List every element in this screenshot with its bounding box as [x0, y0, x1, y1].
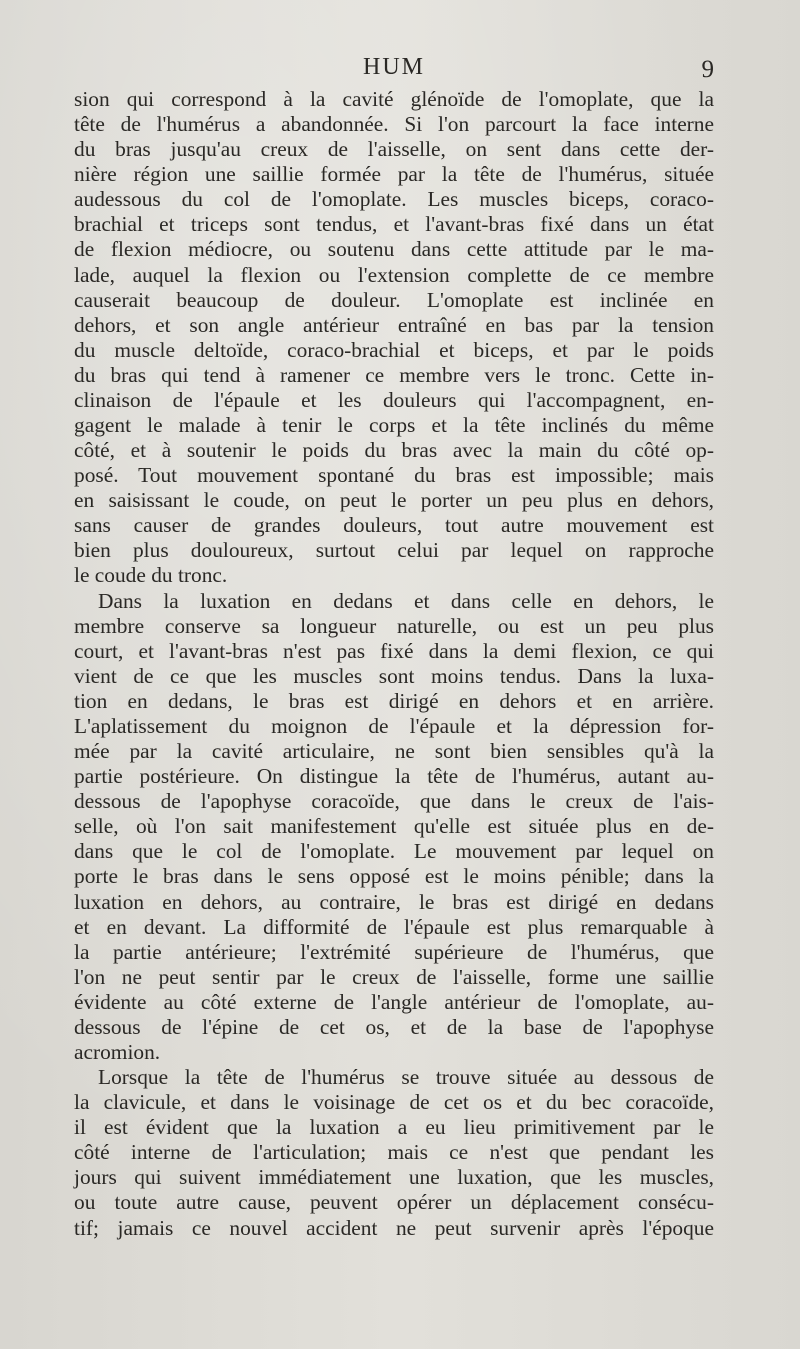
text-line: L'aplatissement du moignon de l'épaule et la dépression for-: [74, 713, 714, 738]
text-line: côté, et à soutenir le poids du bras avec la main du côté op-: [74, 438, 714, 463]
text-line: tif; jamais ce nouvel accident ne peut survenir après l'époque: [74, 1215, 714, 1240]
text-line: de flexion médiocre, ou soutenu dans cette attitude par le ma-: [74, 237, 714, 262]
text-line: partie postérieure. On distingue la tête de l'humérus, autant au-: [74, 764, 714, 789]
text-line: le coude du tronc.: [74, 563, 228, 588]
text-line: court, et l'avant-bras n'est pas fixé dans la demi flexion, ce qui: [74, 638, 714, 663]
running-head: HUM: [362, 54, 425, 80]
text-line: évidente au côté externe de l'angle antérieur de l'omoplate, au-: [74, 989, 714, 1014]
text-line: dans que le col de l'omoplate. Le mouvement par lequel on: [74, 839, 714, 864]
text-line: bien plus douloureux, surtout celui par lequel on rapproche: [74, 538, 714, 563]
text-line: dessous de l'épine de cet os, et de la base de l'apophyse: [74, 1014, 714, 1039]
page-header: [74, 52, 714, 88]
text-line: du bras jusqu'au creux de l'aisselle, on sent dans cette der-: [74, 137, 714, 162]
text-line: selle, où l'on sait manifestement qu'elle est située plus en de-: [74, 814, 714, 839]
text-line: il est évident que la luxation a eu lieu primitivement par le: [74, 1115, 714, 1140]
text-line: la clavicule, et dans le voisinage de cet os et du bec coracoïde,: [74, 1090, 714, 1115]
text-line: la partie antérieure; l'extrémité supérieure de l'humérus, que: [74, 939, 714, 964]
text-line: brachial et triceps sont tendus, et l'avant-bras fixé dans un état: [74, 212, 714, 237]
text-line: membre conserve sa longueur naturelle, ou est un peu plus: [74, 613, 714, 638]
text-line: sion qui correspond à la cavité glénoïde de l'omoplate, que la: [74, 87, 714, 111]
text-line: dessous de l'apophyse coracoïde, que dans le creux de l'ais-: [74, 789, 714, 814]
text-line: clinaison de l'épaule et les douleurs qui l'accompagnent, en-: [74, 387, 714, 412]
text-line: acromion.: [74, 1039, 161, 1064]
text-line: jours qui suivent immédiatement une luxation, que les muscles,: [74, 1165, 714, 1190]
text-line: audessous du col de l'omoplate. Les muscles biceps, coraco-: [74, 187, 714, 212]
text-line: côté interne de l'articulation; mais ce n'est que pendant les: [74, 1140, 714, 1165]
text-line: en saisissant le coude, on peut le porter un peu plus en dehors,: [74, 488, 714, 513]
text-line: porte le bras dans le sens opposé est le moins pénible; dans la: [74, 864, 714, 889]
text-line: du muscle deltoïde, coraco-brachial et biceps, et par le poids: [74, 337, 714, 362]
text-line: Lorsque la tête de l'humérus se trouve située au dessous de: [98, 1065, 714, 1090]
text-line: posé. Tout mouvement spontané du bras est impossible; mais: [74, 463, 714, 488]
text-line: gagent le malade à tenir le corps et la tête inclinés du même: [74, 413, 714, 438]
text-line: dehors, et son angle antérieur entraîné en bas par la tension: [74, 312, 714, 337]
text-line: causerait beaucoup de douleur. L'omoplate est inclinée en: [74, 287, 714, 312]
text-line: sans causer de grandes douleurs, tout autre mouvement est: [74, 513, 714, 538]
text-line: tion en dedans, le bras est dirigé en dehors et en arrière.: [74, 688, 714, 713]
text-line: l'on ne peut sentir par le creux de l'aisselle, forme une saillie: [74, 964, 714, 989]
body-text: [74, 87, 714, 1241]
text-line: mée par la cavité articulaire, ne sont bien sensibles qu'à la: [74, 739, 714, 764]
text-line: tête de l'humérus a abandonnée. Si l'on parcourt la face interne: [74, 112, 714, 137]
text-line: Dans la luxation en dedans et dans celle en dehors, le: [98, 588, 714, 613]
text-line: nière région une saillie formée par la tête de l'humérus, située: [74, 162, 714, 187]
text-line: vient de ce que les muscles sont moins tendus. Dans la luxa-: [74, 663, 714, 688]
text-line: lade, auquel la flexion ou l'extension complette de ce membre: [74, 262, 714, 287]
text-line: luxation en dehors, au contraire, le bras est dirigé en dedans: [74, 889, 714, 914]
page-number: 9: [701, 56, 714, 83]
text-line: du bras qui tend à ramener ce membre vers le tronc. Cette in-: [74, 362, 714, 387]
text-line: ou toute autre cause, peuvent opérer un déplacement consécu-: [74, 1190, 714, 1215]
text-line: et en devant. La difformité de l'épaule est plus remarquable à: [74, 914, 714, 939]
